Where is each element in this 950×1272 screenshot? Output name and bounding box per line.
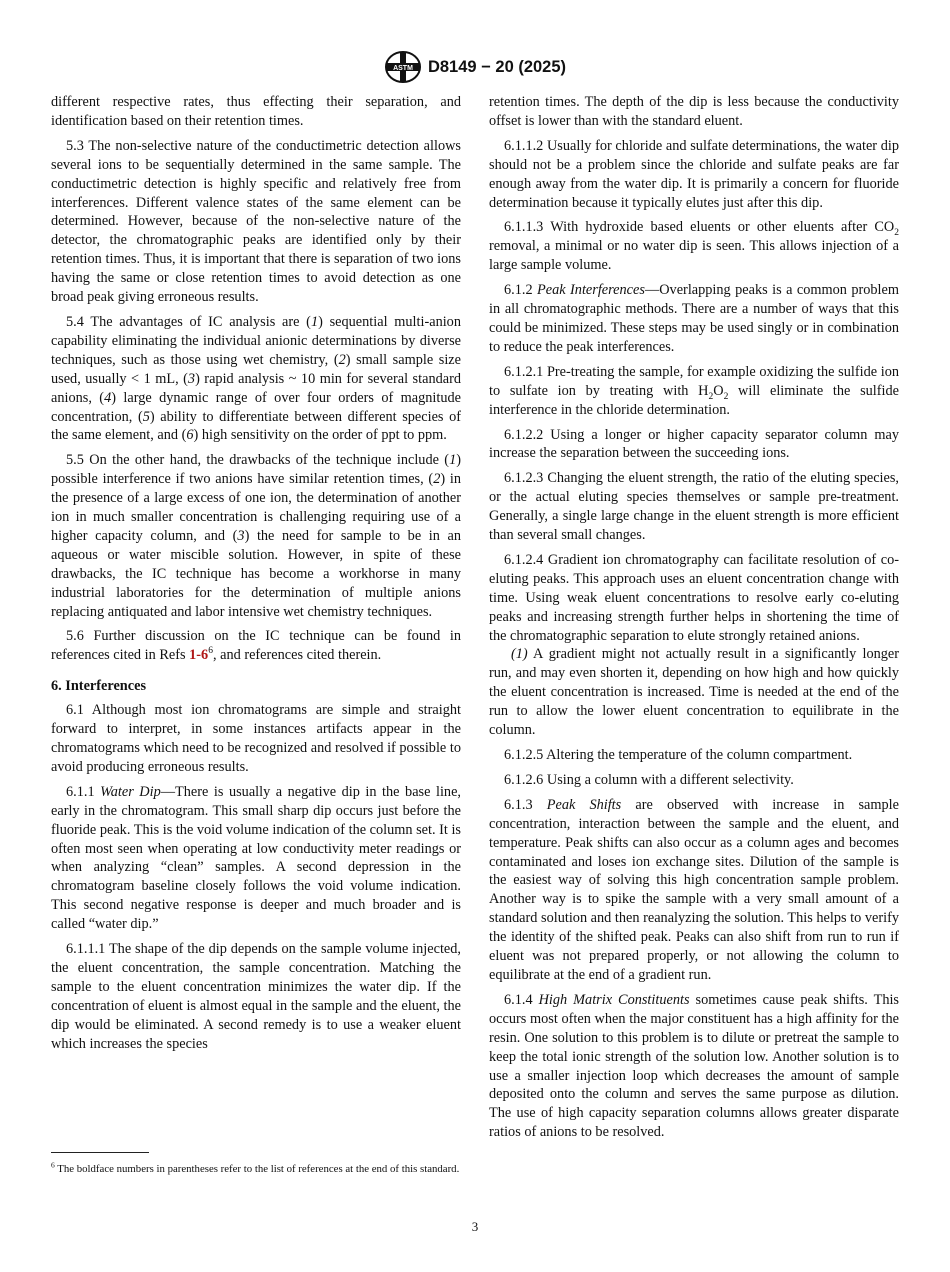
astm-logo-icon [384, 50, 422, 84]
reference-link[interactable]: 1-6 [189, 647, 209, 664]
paragraph-6-1-2: 6.1.2 Peak Interferences—Overlapping peaks is a common problem in all chromatographic methods. There are a number of ways that this could be minimized. These steps may be used singly or in combination to reduce the peak interferences. [489, 282, 899, 355]
paragraph-5-3: 5.3 The non-selective nature of the conductimetric detection allows several ions to be sequentially determined in the same sample. The conductimetric detection is highly specific and relatively free from interferences. Different valence states of the same element can be determined. However, because of the non-selective nature of the detector, the chromatographic peaks are identified only by their retention times. Thus, it is important that there is separation of two ions having the same or close retention times to avoid detection as one broad peak giving erroneous results. [51, 137, 461, 306]
paragraph-6-1-2-6: 6.1.2.6 Using a column with a different selectivity. [504, 771, 794, 788]
paragraph-6-1-2-1: 6.1.2.1 Pre-treating the sample, for example oxidizing the sulfide ion to sulfate ion by treating with $H_2O_2$ will eliminate the sulfide interference in the chloride determination. [489, 363, 899, 418]
paragraph-6-1-1-3: 6.1.1.3 With hydroxide based eluents or other eluents after $CO_2$ removal, a minimal or no water dip is seen. This allows injection of a large sample volume. [489, 219, 899, 274]
paragraph-6-1-1: 6.1.1 Water Dip—There is usually a negative dip in the base line, early in the chromatogram. This small sharp dip occurs just before the fluoride peak. This is the void volume indication of the column set. It is often most seen when operating at low conductivity meter readings or when analyzing “clean” samples. A second depression in the chromatogram baseline closely follows the void volume indication. This second negative response is deeper and much broader and is called “water dip.” [51, 783, 461, 933]
paragraph-6-1-3: 6.1.3 Peak Shifts are observed with increase in sample concentration, interaction between the sample and the eluent, and temperature. Peak shifts can also occur as a column ages and becomes contaminated and loses ion exchange sites. Dilution of the sample is the easiest way of solving this high concentration sample problem. Another way is to spike the sample with a very small amount of a standard solution and then reanalyzing the solution. This helps to verify the identity of the shifted peak. Peaks can also shift from run to run if eluent was not prepared properly, or not allowing the column to equilibrate at the end of a gradient run. [489, 796, 899, 983]
paragraph-6-1-2-5: 6.1.2.5 Altering the temperature of the column compartment. [504, 747, 853, 763]
paragraph-6-1-2-3: 6.1.2.3 Changing the eluent strength, the ratio of the eluting species, or the actual eluting species themselves or sample pre-treatment. Generally, a single large change in the eluent strength is more efficient than several small changes. [489, 470, 899, 544]
paragraph-6-1-4: 6.1.4 High Matrix Constituents sometimes cause peak shifts. This occurs most often when the major constituent has a high affinity for the resin. One solution to this problem is to dilute or pretreat the sample to keep the total ionic strength of the solution low. Another solution is to use a smaller injection loop which decreases the amount of sample deposited onto the column and serves the same purpose as dilution. The use of high capacity separation columns allows greater disparate ratios of anions to be resolved. [489, 991, 899, 1141]
document-id: D8149 − 20 (2025) [427, 57, 567, 76]
paragraph-6-1: 6.1 Although most ion chromatograms are simple and straight forward to interpret, in some instances artifacts appear in the chromatograms which need to be recognized and resolved if possible to avoid producing erroneous results. [51, 702, 461, 775]
right-column [489, 93, 899, 1148]
paragraph-continuation: different respective rates, thus effecting their separation, and identification based on their retention times. [51, 94, 461, 129]
footnote-divider [51, 1152, 149, 1153]
paragraph-6-1-1-1: 6.1.1.1 The shape of the dip depends on the sample volume injected, the eluent concentration, the sample concentration. Matching the sample to the eluent concentration minimizes the water dip. If the concentration of eluent is almost equal in the sample and the eluent, the dip would be eliminated. A second remedy is to use a weaker eluent which increases the species [51, 941, 461, 1052]
footnote: $^6$ The boldface numbers in parentheses refer to the list of references at the end of this standard. [51, 1160, 460, 1175]
page-number: 3 [471, 1219, 479, 1234]
paragraph-6-1-2-2: 6.1.2.2 Using a longer or higher capacity separator column may increase the separation between the succeeding ions. [489, 426, 899, 462]
logo-text: ASTM [393, 65, 413, 72]
paragraph-5-4: 5.4 The advantages of IC analysis are (1) sequential multi-anion capability eliminating the individual anionic determinations by diverse techniques, such as those using wet chemistry, (2) small sample size used, usually < 1 mL, (3) rapid analysis ~ 10 min for several standard anions, (4) large dynamic range of over four orders of magnitude concentration, (5) ability to differentiate between different species of the same element, and (6) high sensitivity on the order of ppt to ppm. [51, 313, 462, 444]
paragraph-6-1-2-4: 6.1.2.4 Gradient ion chromatography can facilitate resolution of co-eluting peaks. This approach uses an eluent concentration change with time. Using weak eluent concentrations to resolve early co-eluting peaks and increasing strength further helps in shortening the time of the chromatographic separation to elute strongly retained anions. [489, 551, 899, 644]
section-6-heading: 6. Interferences [51, 678, 147, 695]
paragraph-5-5: 5.5 On the other hand, the drawbacks of the technique include (1) possible interference if two anions have similar retention times, (2) in the presence of a large excess of one ion, the determination of another ion in much smaller concentration is challenging requiring use of a higher capacity column, and (3) the need for sample to be in an aqueous or water miscible solution. However, in spite of these drawbacks, the IC technique has become a workhorse in many industrial laboratories for the determination of multiple anions replacing antiquated and labor intensive wet chemistry techniques. [51, 452, 461, 620]
paragraph-6-1-1-2: 6.1.1.2 Usually for chloride and sulfate determinations, the water dip should not be a problem since the chloride and sulfate peaks are far enough away from the water dip. It is primarily a concern for fluoride determination because it typically elutes just after this dip. [489, 137, 899, 211]
page-header [0, 50, 950, 84]
left-column [51, 93, 461, 1060]
note-1: (1) A gradient might not actually result in a significantly longer run, and may even shorten it, depending on how high and how quickly the eluent concentration is increased. Time is needed at the end of the run to allow the lower eluent concentration to equilibrate in the column. [489, 646, 899, 739]
paragraph-5-6: 5.6 Further discussion on the IC technique can be found in references cited in Refs $1-6^6$, and references cited therein. [51, 628, 461, 664]
paragraph-continuation: retention times. The depth of the dip is less because the conductivity offset is lower than with the standard eluent. [489, 94, 899, 129]
